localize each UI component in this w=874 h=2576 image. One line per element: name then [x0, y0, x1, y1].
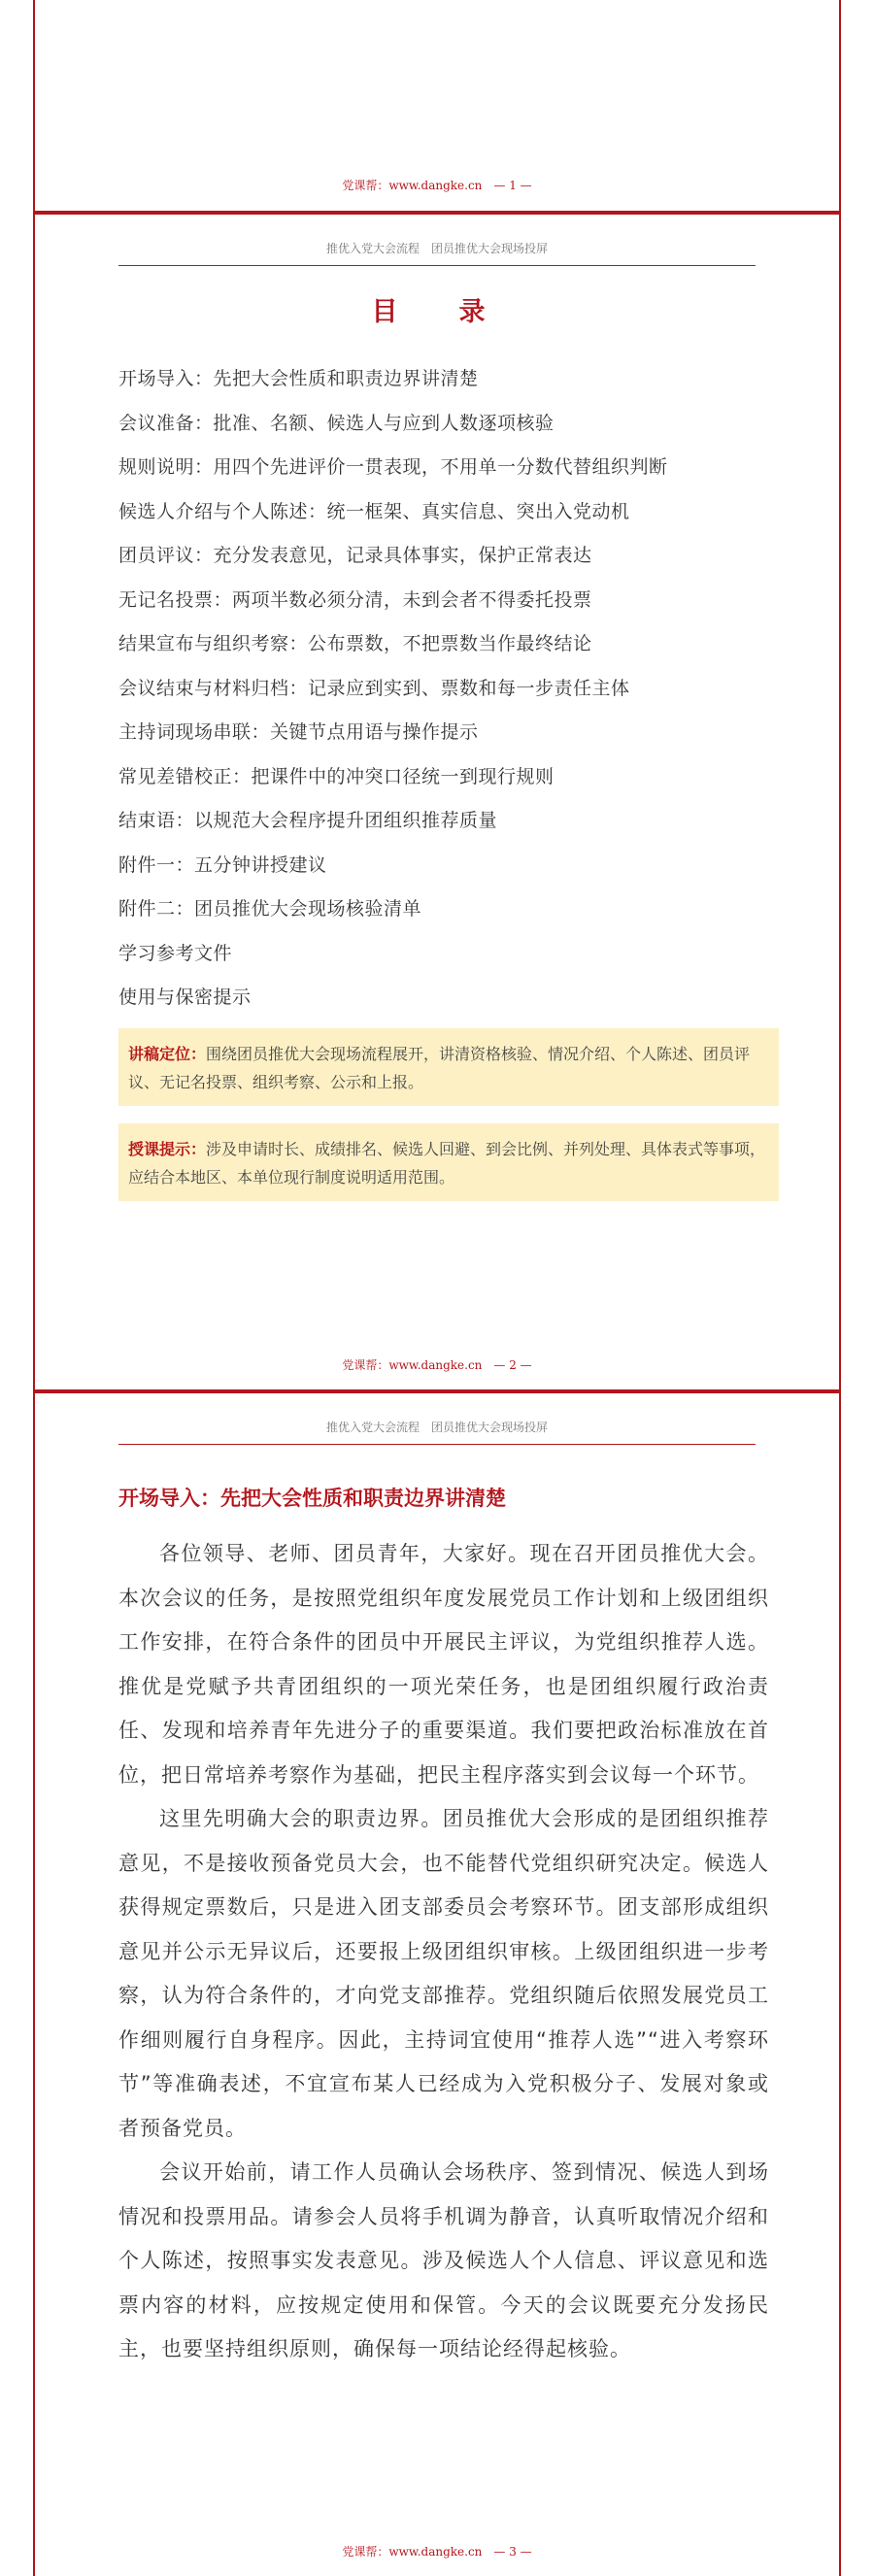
note-label: 授课提示：	[128, 1140, 207, 1158]
toc-list	[118, 357, 759, 1020]
toc-item[interactable]: 结果宣布与组织考察：公布票数，不把票数当作最终结论	[118, 633, 592, 654]
paragraph: 各位领导、老师、团员青年，大家好。现在召开团员推优大会。本次会议的任务，是按照党组织年度发展党员工作计划和上级团组织工作安排，在符合条件的团员中开展民主评议，为党组织推荐人选。推优是党赋予共青团组织的一项光荣任务，也是团组织履行政治责任、发现和培养青年先进分子的重要渠道。我们要把政治标准放在首位，把日常培养考察作为基础，把民主程序落实到会议每一个环节。	[118, 1542, 769, 1787]
toc-item[interactable]: 会议结束与材料归档：记录应到实到、票数和每一步责任主体	[118, 677, 630, 699]
toc-item[interactable]: 结束语：以规范大会程序提升团组织推荐质量	[118, 810, 498, 831]
page-footer: 党课帮：www.dangke.cn — 2 —	[342, 1358, 532, 1372]
note-text: 涉及申请时长、成绩排名、候选人回避、到会比例、并列处理、具体表式等事项，应结合本地区、本单位现行制度说明适用范围。	[128, 1140, 766, 1187]
page-footer: 党课帮：www.dangke.cn — 3 —	[342, 2545, 532, 2559]
toc-item[interactable]: 使用与保密提示	[118, 987, 252, 1008]
toc-item[interactable]: 附件一：五分钟讲授建议	[118, 853, 327, 876]
toc-item[interactable]: 会议准备：批准、名额、候选人与应到人数逐项核验	[118, 412, 555, 434]
toc-item[interactable]: 学习参考文件	[118, 942, 233, 964]
page-2	[33, 215, 841, 1390]
section-title: 开场导入：先把大会性质和职责边界讲清楚	[118, 1487, 506, 1510]
toc-item[interactable]: 附件二：团员推优大会现场核验清单	[118, 898, 422, 920]
lecture-positioning-note	[118, 1028, 779, 1106]
page-footer: 党课帮：www.dangke.cn — 1 —	[342, 179, 532, 192]
toc-item[interactable]: 常见差错校正：把课件中的冲突口径统一到现行规则	[118, 765, 555, 787]
body-text	[118, 1532, 769, 2372]
toc-item[interactable]: 团员评议：充分发表意见，记录具体事实，保护正常表达	[118, 545, 592, 566]
note-text: 围绕团员推优大会现场流程展开，讲清资格核验、情况介绍、个人陈述、团员评议、无记名投票、组织考察、公示和上报。	[128, 1045, 751, 1091]
header-rule	[118, 265, 756, 266]
page-3	[33, 1393, 841, 2576]
toc-item[interactable]: 规则说明：用四个先进评价一贯表现，不用单一分数代替组织判断	[118, 456, 668, 478]
page-1	[33, 0, 841, 212]
toc-item[interactable]: 候选人介绍与个人陈述：统一框架、真实信息、突出入党动机	[118, 500, 630, 522]
toc-item[interactable]: 主持词现场串联：关键节点用语与操作提示	[118, 721, 479, 743]
header-rule	[118, 1444, 756, 1445]
toc-item[interactable]: 开场导入：先把大会性质和职责边界讲清楚	[118, 368, 479, 389]
note-label: 讲稿定位：	[128, 1045, 207, 1063]
teaching-tip-note	[118, 1123, 779, 1201]
page-header: 推优入党大会流程 团员推优大会现场投屏	[325, 242, 548, 255]
paragraph: 这里先明确大会的职责边界。团员推优大会形成的是团组织推荐意见，不是接收预备党员大会，也不能替代党组织研究决定。候选人获得规定票数后，只是进入团支部委员会考察环节。团支部形成组织意见并公示无异议后，还要报上级团组织审核。上级团组织进一步考察，认为符合条件的，才向党支部推荐。党组织随后依照发展党员工作细则履行自身程序。因此，主持词宜使用“推荐人选”“进入考察环节”等准确表述，不宜宣布某人已经成为入党积极分子、发展对象或者预备党员。	[118, 1807, 769, 2140]
toc-title: 目 录	[371, 297, 503, 327]
toc-item[interactable]: 无记名投票：两项半数必须分清，未到会者不得委托投票	[118, 588, 592, 611]
paragraph: 会议开始前，请工作人员确认会场秩序、签到情况、候选人到场情况和投票用品。请参会人员将手机调为静音，认真听取情况介绍和个人陈述，按照事实发表意见。涉及候选人个人信息、评议意见和选票内容的材料，应按规定使用和保管。今天的会议既要充分发扬民主，也要坚持组织原则，确保每一项结论经得起核验。	[118, 2160, 769, 2360]
page-header: 推优入党大会流程 团员推优大会现场投屏	[325, 1421, 548, 1434]
